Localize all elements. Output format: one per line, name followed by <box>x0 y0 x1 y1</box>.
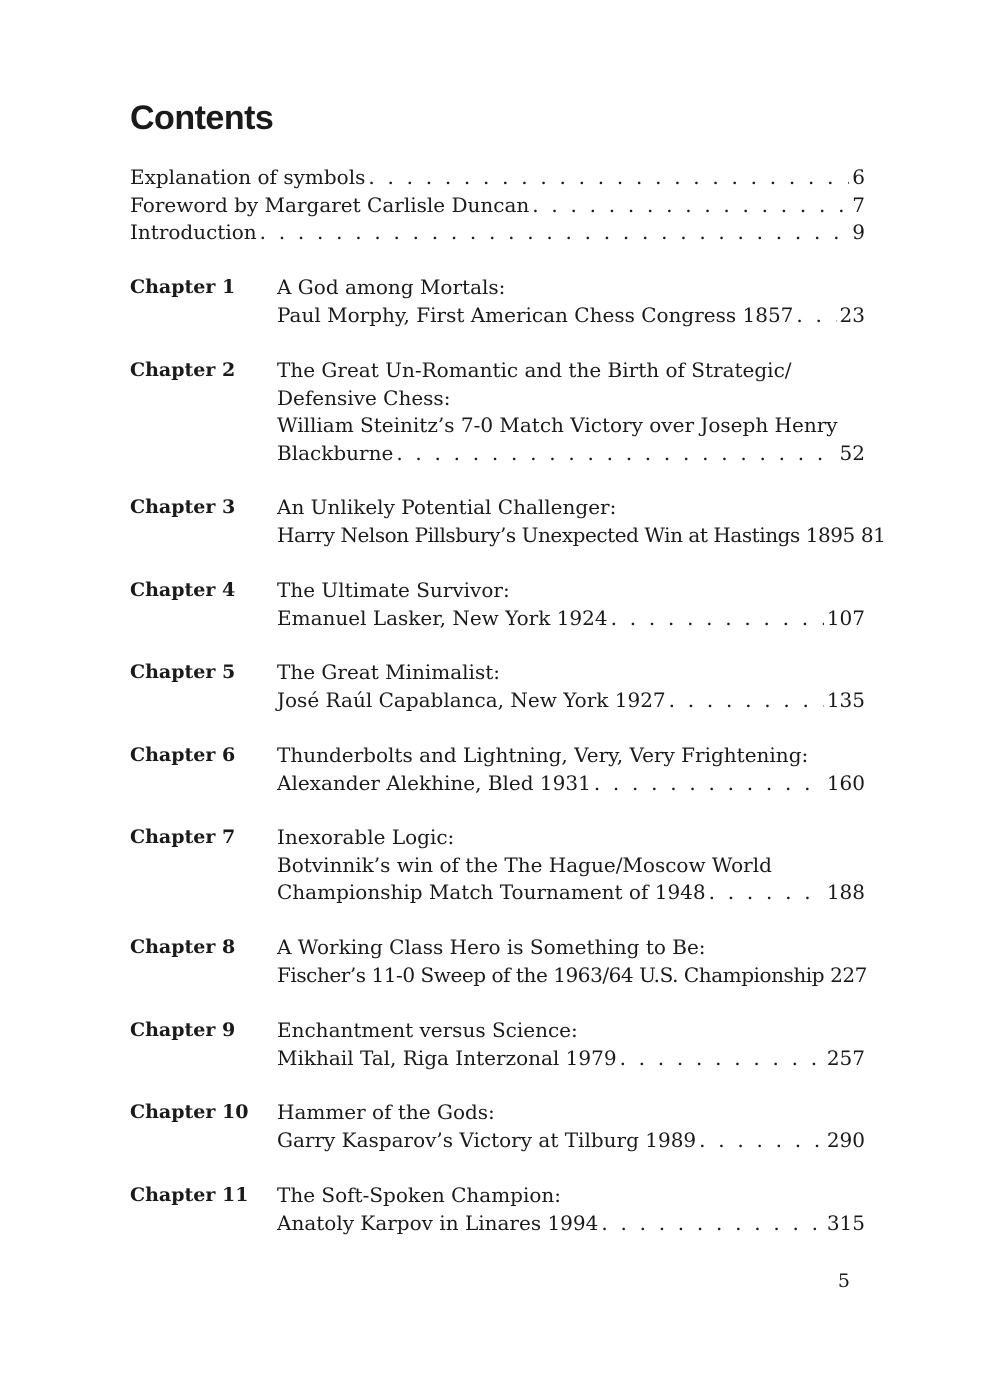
chapter-entry-9[interactable] <box>130 1017 865 1072</box>
chapter-entry-1[interactable] <box>130 274 865 329</box>
dot-leader <box>620 1045 824 1073</box>
dot-leader <box>709 879 824 907</box>
chapter-title-line: The Great Un-Romantic and the Birth of Strategic/ <box>277 358 792 382</box>
chapter-body <box>277 1099 865 1154</box>
dot-leader <box>699 1127 824 1155</box>
chapter-body <box>277 357 865 467</box>
chapter-subtitle: Anatoly Karpov in Linares 1994 <box>277 1210 599 1235</box>
chapter-label: Chapter 4 <box>130 579 236 601</box>
chapter-label: Chapter 1 <box>130 276 236 298</box>
chapter-last-line <box>277 522 886 550</box>
chapter-subtitle: Harry Nelson Pillsbury’s Unexpected Win at Hastings 1895 <box>277 522 855 547</box>
chapter-last-line <box>277 1210 865 1238</box>
dot-leader <box>611 605 824 633</box>
chapter-page: 160 <box>826 770 865 795</box>
chapter-last-line <box>277 962 865 990</box>
chapter-entry-6[interactable] <box>130 742 865 797</box>
chapter-subtitle: Fischer’s 11-0 Sweep of the 1963/64 U.S. Championship <box>277 962 825 987</box>
chapter-title-line: Thunderbolts and Lightning, Very, Very Frightening: <box>277 743 809 767</box>
dot-leader <box>368 164 849 192</box>
chapter-last-line <box>277 1127 865 1155</box>
chapter-subtitle: Championship Match Tournament of 1948 <box>277 880 706 904</box>
chapter-title-line: The Soft-Spoken Champion: <box>277 1183 562 1207</box>
chapter-label: Chapter 10 <box>130 1101 249 1123</box>
chapter-title-line: Defensive Chess: <box>277 385 451 410</box>
chapter-label: Chapter 7 <box>130 826 236 848</box>
chapter-page: 135 <box>826 687 865 712</box>
chapter-page: 107 <box>826 605 865 630</box>
toc-entry-foreword[interactable] <box>130 192 865 220</box>
chapter-entry-7[interactable] <box>130 824 865 907</box>
chapter-body <box>277 1182 865 1237</box>
toc-entry-page: 7 <box>852 192 865 217</box>
chapter-label: Chapter 8 <box>130 936 236 958</box>
chapter-title-line: The Great Minimalist: <box>277 660 500 684</box>
chapter-label: Chapter 6 <box>130 744 236 766</box>
chapter-title-line: Enchantment versus Science: <box>277 1018 578 1042</box>
chapter-body <box>277 1017 865 1072</box>
chapter-last-line <box>277 687 865 715</box>
chapter-entry-8[interactable] <box>130 934 865 989</box>
chapter-page: 23 <box>839 302 865 327</box>
chapter-last-line <box>277 879 865 907</box>
chapter-entry-3[interactable] <box>130 494 886 549</box>
page-title: Contents <box>130 99 274 137</box>
chapter-page: 290 <box>826 1127 865 1152</box>
chapter-page: 52 <box>839 440 865 465</box>
chapter-entry-4[interactable] <box>130 577 865 632</box>
chapter-body <box>277 577 865 632</box>
toc-entry-page: 6 <box>852 165 865 189</box>
chapter-subtitle: Emanuel Lasker, New York 1924 <box>277 605 608 630</box>
toc-entry-page: 9 <box>852 220 865 244</box>
chapter-body <box>277 659 865 714</box>
chapter-entry-11[interactable] <box>130 1182 865 1237</box>
dot-leader <box>796 302 836 330</box>
chapter-subtitle-line: William Steinitz’s 7-0 Match Victory over Joseph Henry <box>277 413 838 437</box>
chapter-title-line: Hammer of the Gods: <box>277 1100 495 1124</box>
chapter-last-line <box>277 770 865 798</box>
chapter-title-line: A God among Mortals: <box>277 275 506 299</box>
chapter-body <box>277 824 865 907</box>
chapter-label: Chapter 3 <box>130 496 236 518</box>
toc-entry-title: Explanation of symbols <box>130 165 366 189</box>
dot-leader <box>601 1210 823 1238</box>
chapter-last-line <box>277 1045 865 1073</box>
chapter-page: 227 <box>830 962 867 987</box>
chapter-subtitle: Garry Kasparov’s Victory at Tilburg 1989 <box>277 1127 697 1152</box>
chapter-entry-10[interactable] <box>130 1099 865 1154</box>
chapter-last-line <box>277 302 865 330</box>
chapter-title-line: A Working Class Hero is Something to Be: <box>277 935 706 959</box>
toc-entry-title: Introduction <box>130 220 257 244</box>
chapter-last-line <box>277 440 865 468</box>
chapter-page: 315 <box>826 1210 865 1235</box>
chapter-page: 257 <box>826 1045 865 1070</box>
chapter-page: 81 <box>860 522 886 547</box>
page-number: 5 <box>837 1270 850 1292</box>
dot-leader <box>260 219 850 247</box>
chapter-label: Chapter 9 <box>130 1019 236 1041</box>
chapter-body <box>277 742 865 797</box>
dot-leader <box>396 440 836 468</box>
chapter-body <box>277 274 865 329</box>
toc-entry-introduction[interactable] <box>130 219 865 247</box>
dot-leader <box>532 192 849 220</box>
chapter-subtitle: José Raúl Capablanca, New York 1927 <box>277 687 666 712</box>
chapter-entry-2[interactable] <box>130 357 865 467</box>
toc-entry-title: Foreword by Margaret Carlisle Duncan <box>130 192 530 217</box>
chapter-title-line: The Ultimate Survivor: <box>277 578 510 602</box>
chapter-label: Chapter 5 <box>130 661 236 683</box>
toc-entry-explanation-of-symbols[interactable] <box>130 164 865 192</box>
chapter-subtitle-line: Botvinnik’s win of the The Hague/Moscow World <box>277 852 772 877</box>
chapter-last-line <box>277 605 865 633</box>
chapter-label: Chapter 11 <box>130 1184 249 1206</box>
chapter-subtitle: Alexander Alekhine, Bled 1931 <box>277 770 591 795</box>
front-matter-list <box>130 164 865 247</box>
dot-leader <box>594 770 824 798</box>
chapter-subtitle: Paul Morphy, First American Chess Congress 1857 <box>277 302 794 327</box>
chapter-body <box>277 494 886 549</box>
chapter-title-line: Inexorable Logic: <box>277 825 455 849</box>
chapter-page: 188 <box>826 880 865 904</box>
chapter-title-line: An Unlikely Potential Challenger: <box>277 495 617 519</box>
chapter-body <box>277 934 865 989</box>
chapter-subtitle: Mikhail Tal, Riga Interzonal 1979 <box>277 1045 617 1070</box>
chapter-entry-5[interactable] <box>130 659 865 714</box>
chapter-label: Chapter 2 <box>130 359 236 381</box>
chapter-subtitle: Blackburne <box>277 440 394 465</box>
dot-leader <box>669 687 824 715</box>
